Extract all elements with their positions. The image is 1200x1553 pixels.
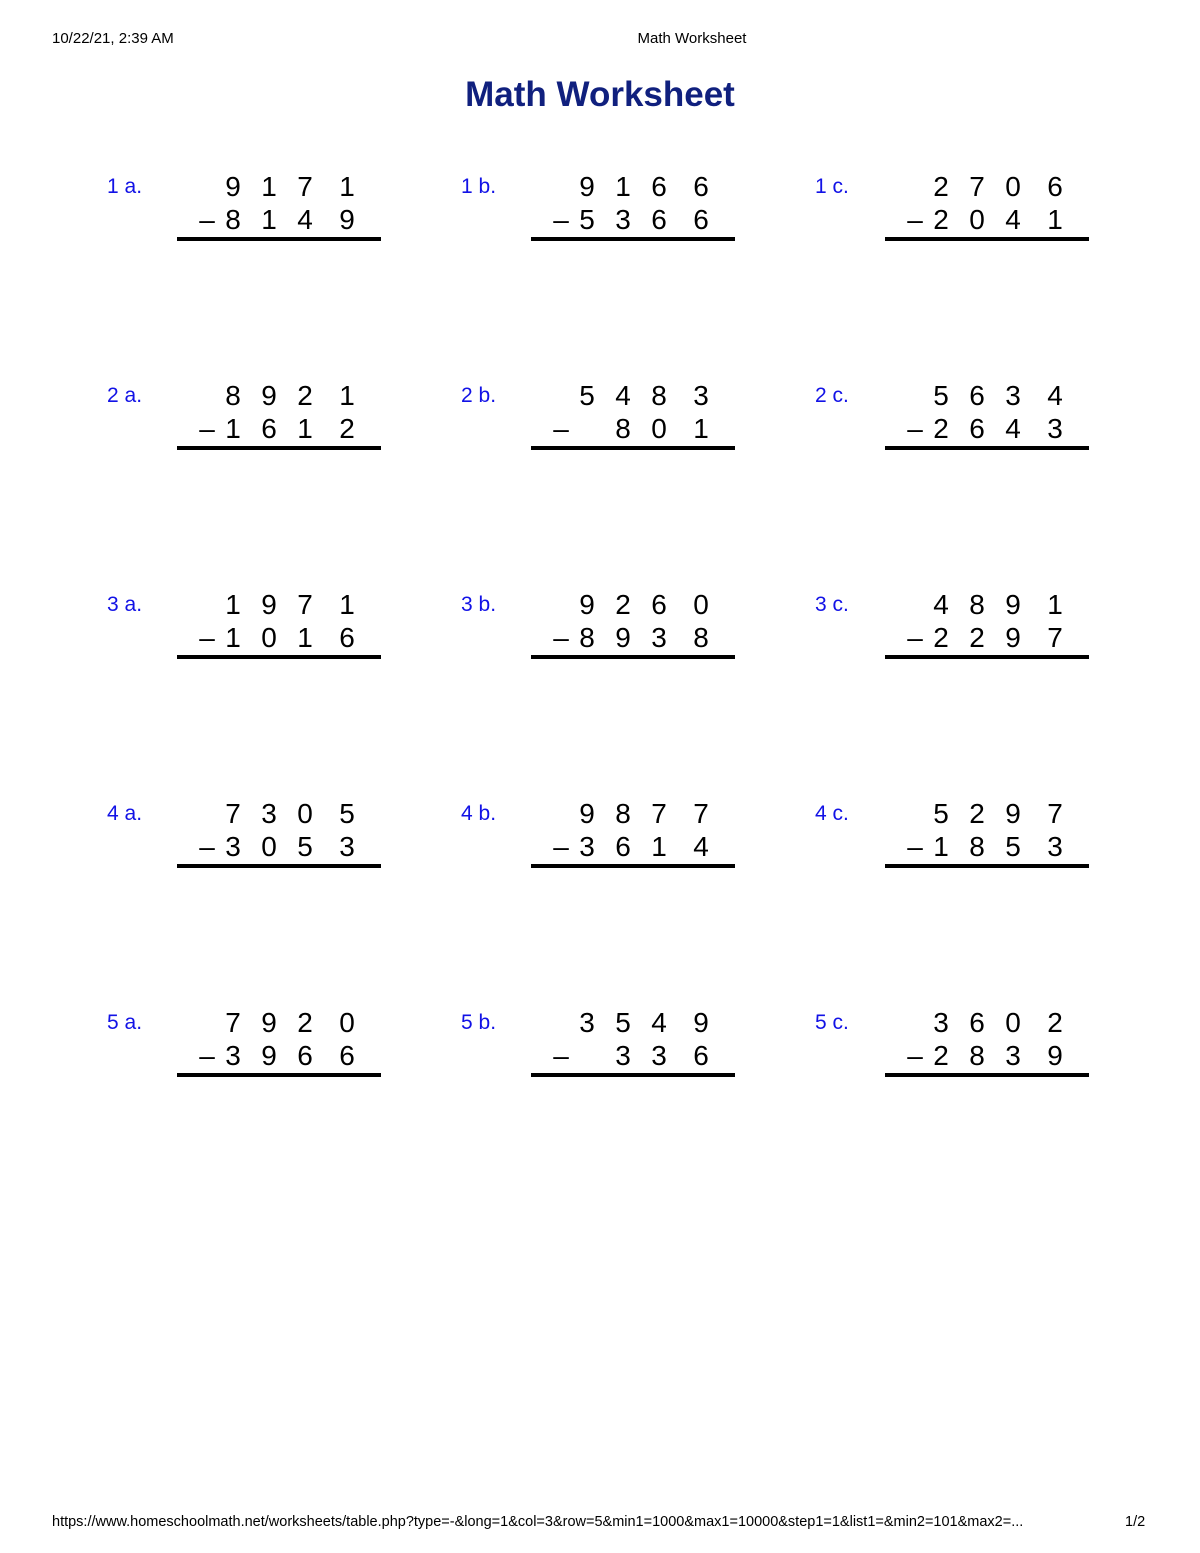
minus-sign: – <box>199 622 215 653</box>
digit: 7 <box>225 1007 241 1038</box>
digit: 2 <box>933 171 949 202</box>
digit: 4 <box>933 589 949 620</box>
answer-line <box>531 237 735 241</box>
answer-line <box>885 864 1089 868</box>
digit: 9 <box>1005 622 1021 653</box>
subtrahend <box>885 622 1089 654</box>
answer-line <box>177 864 381 868</box>
digit: 1 <box>225 622 241 653</box>
print-page-title: Math Worksheet <box>637 30 747 47</box>
digit: 5 <box>933 798 949 829</box>
digit: 1 <box>261 204 277 235</box>
page-number: 1/2 <box>1125 1514 1146 1530</box>
digit: 8 <box>615 798 631 829</box>
digit: 3 <box>933 1007 949 1038</box>
digit: 8 <box>225 380 241 411</box>
subtrahend <box>531 1040 735 1072</box>
digit: 9 <box>579 589 595 620</box>
subtrahend <box>531 413 735 445</box>
digit: 2 <box>615 589 631 620</box>
digit: 5 <box>615 1007 631 1038</box>
problem-label: 3 a. <box>107 593 143 616</box>
subtrahend <box>177 204 381 236</box>
subtrahend <box>531 831 735 863</box>
problem-label: 5 a. <box>107 1011 143 1034</box>
minus-sign: – <box>553 204 569 235</box>
digit: 0 <box>693 589 709 620</box>
digit: 2 <box>297 1007 313 1038</box>
digit: 3 <box>1005 380 1021 411</box>
digit: 5 <box>339 798 355 829</box>
subtraction-problem <box>461 589 761 683</box>
answer-line <box>885 446 1089 450</box>
digit: 4 <box>1005 204 1021 235</box>
digit: 1 <box>297 413 313 444</box>
digit: 6 <box>651 204 667 235</box>
digit: 1 <box>1047 204 1063 235</box>
digit: 6 <box>261 413 277 444</box>
digit: 7 <box>225 798 241 829</box>
digit: 7 <box>297 171 313 202</box>
subtraction-problem <box>815 171 1115 265</box>
problem-label: 4 c. <box>815 802 849 825</box>
subtrahend <box>177 622 381 654</box>
digit: 5 <box>297 831 313 862</box>
minuend <box>177 1007 381 1039</box>
digit: 1 <box>693 413 709 444</box>
print-url: https://www.homeschoolmath.net/worksheets/table.php?type=-&long=1&col=3&row=5&min1=1000&max1=10000&step1=1&list1=&min2=101&max2=... <box>52 1514 1024 1530</box>
digit: 4 <box>1047 380 1063 411</box>
answer-line <box>885 655 1089 659</box>
problem-label: 5 b. <box>461 1011 497 1034</box>
digit: 8 <box>225 204 241 235</box>
digit: 1 <box>261 171 277 202</box>
minus-sign: – <box>907 831 923 862</box>
digit: 1 <box>933 831 949 862</box>
digit: 9 <box>1005 589 1021 620</box>
print-date: 10/22/21, 2:39 AM <box>52 30 174 47</box>
digit: 3 <box>225 1040 241 1071</box>
minuend <box>177 171 381 203</box>
problem-label: 5 c. <box>815 1011 849 1034</box>
digit: 7 <box>297 589 313 620</box>
digit: 1 <box>339 171 355 202</box>
digit: 5 <box>1005 831 1021 862</box>
digit: 6 <box>969 413 985 444</box>
digit: 6 <box>693 1040 709 1071</box>
subtraction-problem <box>461 380 761 474</box>
digit: 4 <box>615 380 631 411</box>
digit: 3 <box>615 204 631 235</box>
digit: 9 <box>261 1007 277 1038</box>
subtraction-problem <box>461 798 761 892</box>
digit: 5 <box>579 204 595 235</box>
digit: 8 <box>693 622 709 653</box>
digit: 0 <box>297 798 313 829</box>
subtraction-problem <box>461 1007 761 1101</box>
subtrahend <box>177 831 381 863</box>
digit: 6 <box>693 171 709 202</box>
minuend <box>885 171 1089 203</box>
minus-sign: – <box>553 831 569 862</box>
problem-label: 1 a. <box>107 175 143 198</box>
subtraction-problem <box>107 171 407 265</box>
digit: 6 <box>1047 171 1063 202</box>
subtraction-problem <box>815 798 1115 892</box>
digit: 3 <box>693 380 709 411</box>
digit: 1 <box>225 413 241 444</box>
subtrahend <box>177 413 381 445</box>
digit: 2 <box>933 1040 949 1071</box>
digit: 7 <box>1047 798 1063 829</box>
digit: 9 <box>339 204 355 235</box>
subtrahend <box>531 622 735 654</box>
digit: 7 <box>651 798 667 829</box>
digit: 7 <box>969 171 985 202</box>
minus-sign: – <box>553 622 569 653</box>
digit: 3 <box>651 1040 667 1071</box>
digit: 0 <box>339 1007 355 1038</box>
minus-sign: – <box>907 413 923 444</box>
subtraction-problem <box>107 798 407 892</box>
subtrahend <box>177 1040 381 1072</box>
digit: 2 <box>339 413 355 444</box>
answer-line <box>531 446 735 450</box>
subtraction-problem <box>107 1007 407 1101</box>
digit: 9 <box>261 589 277 620</box>
problem-label: 1 c. <box>815 175 849 198</box>
digit: 3 <box>651 622 667 653</box>
digit: 9 <box>261 380 277 411</box>
subtraction-problem <box>461 171 761 265</box>
digit: 3 <box>1047 413 1063 444</box>
digit: 6 <box>969 380 985 411</box>
minuend <box>531 380 735 412</box>
digit: 6 <box>651 171 667 202</box>
answer-line <box>531 864 735 868</box>
digit: 2 <box>1047 1007 1063 1038</box>
subtraction-problem <box>815 1007 1115 1101</box>
minuend <box>885 380 1089 412</box>
digit: 9 <box>615 622 631 653</box>
digit: 2 <box>969 798 985 829</box>
subtrahend <box>531 204 735 236</box>
digit: 1 <box>651 831 667 862</box>
digit: 3 <box>261 798 277 829</box>
digit: 3 <box>579 1007 595 1038</box>
answer-line <box>885 1073 1089 1077</box>
digit: 1 <box>225 589 241 620</box>
minus-sign: – <box>199 1040 215 1071</box>
worksheet-title: Math Worksheet <box>465 75 735 114</box>
digit: 3 <box>615 1040 631 1071</box>
minus-sign: – <box>553 413 569 444</box>
digit: 7 <box>693 798 709 829</box>
subtraction-problem <box>815 589 1115 683</box>
answer-line <box>177 1073 381 1077</box>
digit: 8 <box>969 589 985 620</box>
digit: 2 <box>969 622 985 653</box>
problem-label: 2 c. <box>815 384 849 407</box>
problem-label: 2 a. <box>107 384 143 407</box>
minuend <box>177 589 381 621</box>
minus-sign: – <box>553 1040 569 1071</box>
digit: 6 <box>297 1040 313 1071</box>
digit: 8 <box>579 622 595 653</box>
problem-label: 3 b. <box>461 593 497 616</box>
digit: 6 <box>969 1007 985 1038</box>
minuend <box>885 589 1089 621</box>
digit: 1 <box>297 622 313 653</box>
digit: 9 <box>693 1007 709 1038</box>
digit: 1 <box>339 589 355 620</box>
digit: 9 <box>579 798 595 829</box>
digit: 8 <box>615 413 631 444</box>
subtrahend <box>885 204 1089 236</box>
minuend <box>885 798 1089 830</box>
digit: 3 <box>225 831 241 862</box>
minuend <box>531 171 735 203</box>
digit: 8 <box>969 1040 985 1071</box>
digit: 9 <box>1047 1040 1063 1071</box>
digit: 4 <box>1005 413 1021 444</box>
answer-line <box>177 237 381 241</box>
subtrahend <box>885 831 1089 863</box>
digit: 6 <box>651 589 667 620</box>
digit: 8 <box>651 380 667 411</box>
subtrahend <box>885 1040 1089 1072</box>
problem-label: 1 b. <box>461 175 497 198</box>
digit: 6 <box>693 204 709 235</box>
digit: 0 <box>1005 1007 1021 1038</box>
minus-sign: – <box>199 413 215 444</box>
digit: 1 <box>615 171 631 202</box>
answer-line <box>885 237 1089 241</box>
digit: 6 <box>615 831 631 862</box>
digit: 3 <box>579 831 595 862</box>
minuend <box>531 798 735 830</box>
digit: 4 <box>297 204 313 235</box>
digit: 0 <box>261 622 277 653</box>
subtraction-problem <box>107 589 407 683</box>
minuend <box>177 380 381 412</box>
minus-sign: – <box>199 831 215 862</box>
subtraction-problem <box>815 380 1115 474</box>
digit: 0 <box>261 831 277 862</box>
subtraction-problem <box>107 380 407 474</box>
digit: 9 <box>579 171 595 202</box>
problem-label: 4 b. <box>461 802 497 825</box>
minus-sign: – <box>907 204 923 235</box>
digit: 8 <box>969 831 985 862</box>
answer-line <box>531 1073 735 1077</box>
digit: 0 <box>651 413 667 444</box>
digit: 6 <box>339 1040 355 1071</box>
digit: 1 <box>1047 589 1063 620</box>
subtrahend <box>885 413 1089 445</box>
digit: 2 <box>933 204 949 235</box>
digit: 4 <box>693 831 709 862</box>
digit: 0 <box>1005 171 1021 202</box>
digit: 7 <box>1047 622 1063 653</box>
digit: 9 <box>261 1040 277 1071</box>
minus-sign: – <box>907 1040 923 1071</box>
digit: 9 <box>225 171 241 202</box>
digit: 2 <box>933 413 949 444</box>
digit: 4 <box>651 1007 667 1038</box>
digit: 5 <box>933 380 949 411</box>
minuend <box>885 1007 1089 1039</box>
problem-label: 4 a. <box>107 802 143 825</box>
digit: 3 <box>1005 1040 1021 1071</box>
digit: 3 <box>1047 831 1063 862</box>
digit: 3 <box>339 831 355 862</box>
minuend <box>177 798 381 830</box>
answer-line <box>531 655 735 659</box>
minus-sign: – <box>907 622 923 653</box>
digit: 2 <box>933 622 949 653</box>
answer-line <box>177 655 381 659</box>
digit: 2 <box>297 380 313 411</box>
digit: 9 <box>1005 798 1021 829</box>
answer-line <box>177 446 381 450</box>
digit: 0 <box>969 204 985 235</box>
minus-sign: – <box>199 204 215 235</box>
digit: 5 <box>579 380 595 411</box>
digit: 6 <box>339 622 355 653</box>
minuend <box>531 589 735 621</box>
problem-label: 3 c. <box>815 593 849 616</box>
problem-label: 2 b. <box>461 384 497 407</box>
digit: 1 <box>339 380 355 411</box>
minuend <box>531 1007 735 1039</box>
